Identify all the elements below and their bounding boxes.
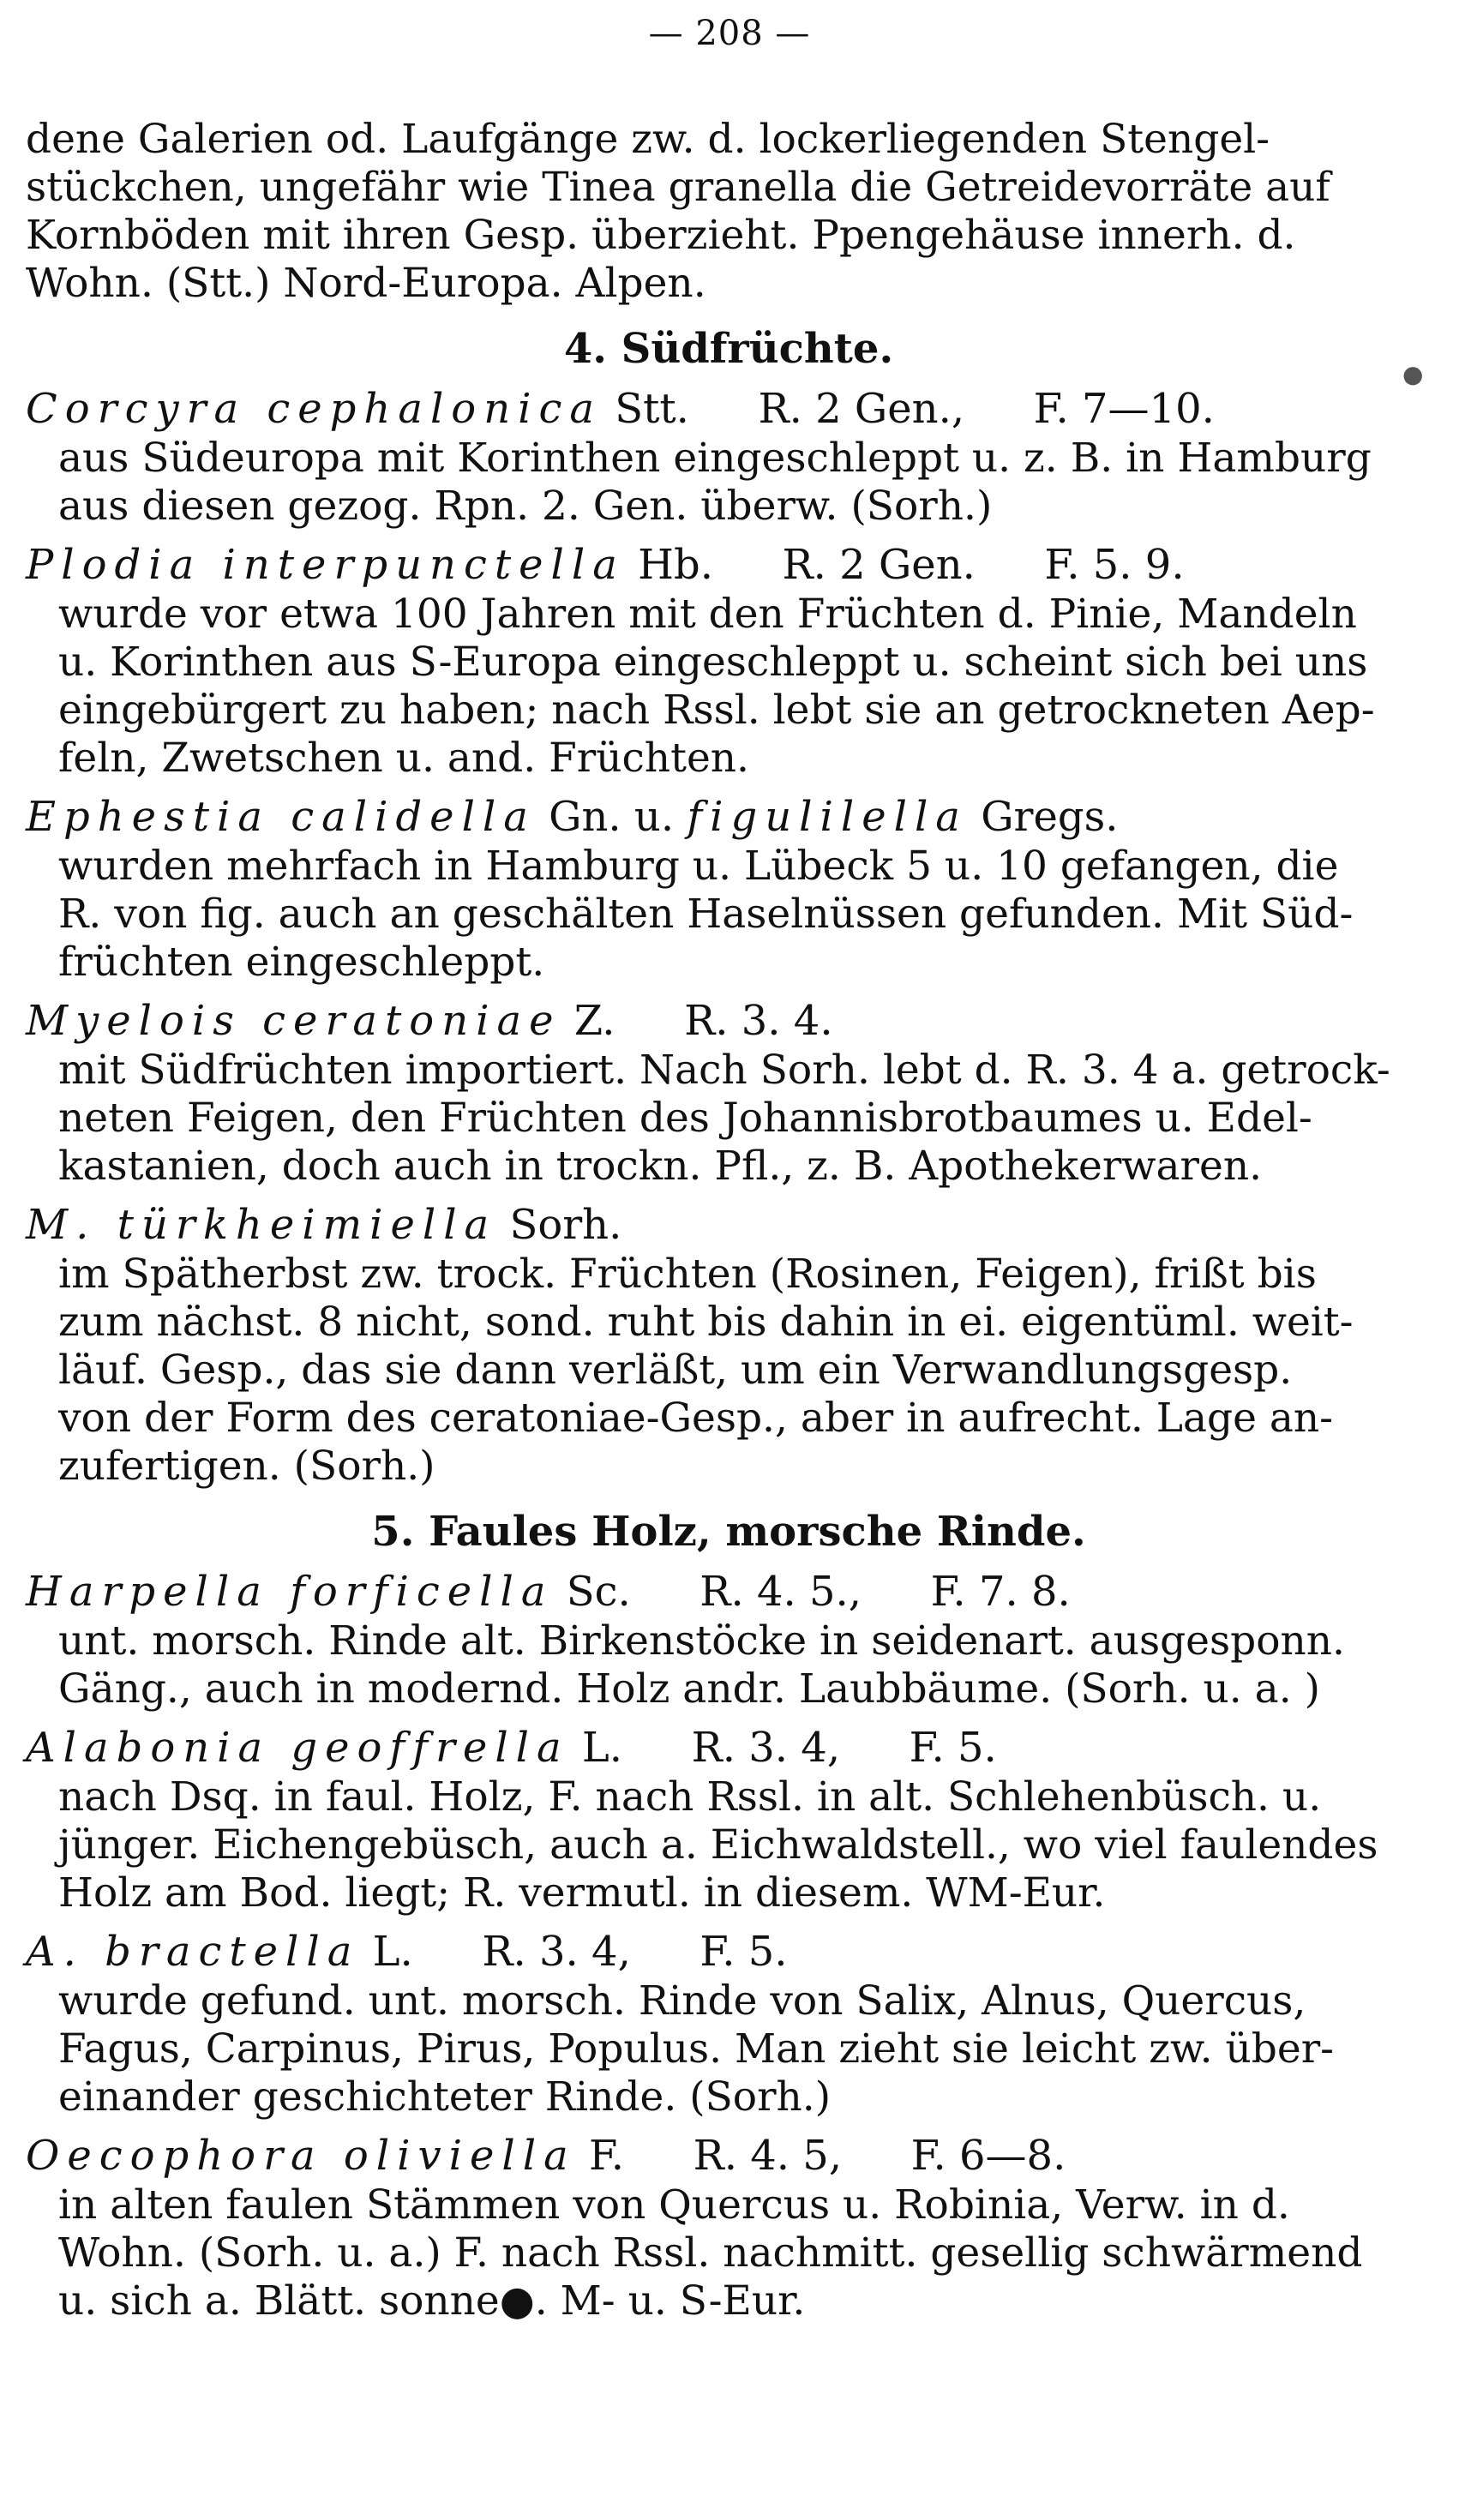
species-description: [26, 1047, 1432, 1191]
species-name: Corcyra cephalonica: [26, 385, 602, 433]
species-name: M. türkheimiella: [26, 1201, 497, 1249]
species-header: [26, 1566, 1432, 1617]
ink-speck: ●: [1402, 360, 1424, 388]
description-line: wurden mehrfach in Hamburg u. Lübeck 5 u. 10 gefangen, die: [58, 843, 1339, 890]
species-author: L.: [372, 1928, 413, 1976]
description-line: in alten faulen Stämmen von Quercus u. Robinia, Verw. in d.: [58, 2181, 1290, 2229]
species-header: [26, 1722, 1432, 1773]
description-line: zufertigen. (Sorh.): [58, 1443, 435, 1490]
flight-period: F. 5. 9.: [1044, 541, 1185, 589]
species-header: [26, 1926, 1432, 1977]
description-line: Wohn. (Sorh. u. a.) F. nach Rssl. nachmitt. gesellig schwärmend: [58, 2229, 1363, 2277]
species-description: [26, 591, 1432, 783]
description-line: kastanien, doch auch in trockn. Pfl., z. B. Apothekerwaren.: [58, 1143, 1263, 1190]
species-name: Plodia interpunctella: [26, 541, 625, 589]
description-line: u. Korinthen aus S-Europa eingeschleppt u. scheint sich bei uns: [58, 639, 1368, 686]
description-line: Holz am Bod. liegt; R. vermutl. in diesem. WM-Eur.: [58, 1869, 1106, 1917]
intro-line: Kornböden mit ihren Gesp. überzieht. Ppengehäuse innerh. d.: [26, 212, 1296, 259]
flight-period: F. 5.: [699, 1928, 788, 1976]
intro-line: Wohn. (Stt.) Nord-Europa. Alpen.: [26, 260, 706, 307]
description-line: R. von fig. auch an geschälten Haselnüssen gefunden. Mit Süd-: [58, 891, 1354, 938]
description-line: zum nächst. 8 nicht, sond. ruht bis dahin in ei. eigentüml. weit-: [58, 1299, 1354, 1346]
species-name: Alabonia geoffrella: [26, 1724, 569, 1772]
species-description: [26, 1251, 1432, 1491]
larva-period: R. 4. 5.,: [699, 1568, 862, 1616]
description-line: wurde gefund. unt. morsch. Rinde von Salix, Alnus, Quercus,: [58, 1977, 1306, 2025]
description-line: aus Südeuropa mit Korinthen eingeschleppt u. z. B. in Hamburg: [58, 435, 1372, 482]
species-entry-ephestia: [26, 791, 1432, 987]
species-name: Oecophora oliviella: [26, 2132, 576, 2180]
species-author: L.: [581, 1724, 623, 1772]
description-line: im Spätherbst zw. trock. Früchten (Rosinen, Feigen), frißt bis: [58, 1251, 1317, 1298]
species-entry-alabonia-geoffrella: [26, 1722, 1432, 1917]
species-description: [26, 1773, 1432, 1917]
section-heading-faules-holz: 5. Faules Holz, morsche Rinde.: [371, 1508, 1086, 1556]
species-author-second: Gregs.: [981, 793, 1119, 841]
description-line: u. sich a. Blätt. sonne●. M- u. S-Eur.: [58, 2277, 806, 2325]
description-line: läuf. Gesp., das sie dann verläßt, um ein Verwandlungsgesp.: [58, 1347, 1293, 1394]
larva-period: R. 2 Gen.,: [758, 385, 965, 433]
description-line: jünger. Eichengebüsch, auch a. Eichwaldstell., wo viel faulendes: [58, 1821, 1378, 1869]
species-entry-corcyra: [26, 383, 1432, 531]
description-line: einander geschichteter Rinde. (Sorh.): [58, 2073, 832, 2121]
species-entry-harpella: [26, 1566, 1432, 1713]
description-line: feln, Zwetschen u. and. Früchten.: [58, 735, 749, 782]
species-author: Z.: [573, 997, 615, 1045]
species-description: [26, 1617, 1432, 1713]
species-description: [26, 843, 1432, 987]
species-description: [26, 1977, 1432, 2121]
species-header: [26, 539, 1432, 591]
species-entry-oecophora: [26, 2130, 1432, 2325]
species-entry-tuerkheimiella: [26, 1199, 1432, 1491]
species-header: [26, 1199, 1432, 1251]
description-line: Fagus, Carpinus, Pirus, Populus. Man zieht sie leicht zw. über-: [58, 2025, 1335, 2073]
species-header: [26, 2130, 1432, 2181]
species-name-second: figulilella: [687, 793, 968, 841]
flight-period: F. 7. 8.: [930, 1568, 1071, 1616]
description-line: unt. morsch. Rinde alt. Birkenstöcke in seidenart. ausgesponn.: [58, 1617, 1345, 1665]
larva-period: R. 3. 4.: [684, 997, 833, 1045]
description-line: nach Dsq. in faul. Holz, F. nach Rssl. in alt. Schlehenbüsch. u.: [58, 1773, 1322, 1821]
page-number: — 208 —: [648, 14, 811, 53]
species-header: [26, 383, 1432, 435]
species-header: [26, 995, 1432, 1047]
species-author: Sc.: [566, 1568, 631, 1616]
description-line: wurde vor etwa 100 Jahren mit den Früchten d. Pinie, Mandeln: [58, 591, 1357, 638]
species-description: [26, 2181, 1432, 2325]
page-content: [26, 116, 1432, 2332]
species-author: Gn. u.: [549, 793, 675, 841]
species-author: F.: [588, 2132, 625, 2180]
intro-paragraph: [26, 116, 1432, 308]
description-line: mit Südfrüchten importiert. Nach Sorh. lebt d. R. 3. 4 a. getrock-: [58, 1047, 1390, 1094]
larva-period: R. 2 Gen.: [782, 541, 976, 589]
description-line: Gäng., auch in modernd. Holz andr. Laubbäume. (Sorh. u. a. ): [58, 1665, 1320, 1713]
species-author: Sorh.: [509, 1201, 622, 1249]
species-description: [26, 435, 1432, 531]
species-entry-myelois: [26, 995, 1432, 1191]
larva-period: R. 3. 4,: [482, 1928, 631, 1976]
larva-period: R. 4. 5,: [693, 2132, 843, 2180]
species-name: Ephestia calidella: [26, 793, 536, 841]
species-author: Hb.: [638, 541, 713, 589]
species-entry-bractella: [26, 1926, 1432, 2121]
description-line: eingebürgert zu haben; nach Rssl. lebt sie an getrockneten Aep-: [58, 687, 1375, 734]
description-line: neten Feigen, den Früchten des Johannisbrotbaumes u. Edel-: [58, 1095, 1312, 1142]
intro-line: stückchen, ungefähr wie Tinea granella die Getreidevorräte auf: [26, 164, 1330, 211]
species-name: Myelois ceratoniae: [26, 997, 561, 1045]
species-header: [26, 791, 1432, 843]
flight-period: F. 7—10.: [1033, 385, 1215, 433]
flight-period: F. 6—8.: [910, 2132, 1066, 2180]
species-entry-plodia: [26, 539, 1432, 783]
species-author: Stt.: [615, 385, 689, 433]
species-name: A. bractella: [26, 1928, 360, 1976]
intro-line: dene Galerien od. Laufgänge zw. d. lockerliegenden Stengel-: [26, 116, 1270, 163]
species-name: Harpella forficella: [26, 1568, 554, 1616]
description-line: aus diesen gezog. Rpn. 2. Gen. überw. (Sorh.): [58, 483, 993, 530]
larva-period: R. 3. 4,: [691, 1724, 841, 1772]
section-heading-suedfruechte: 4. Südfrüchte.: [563, 325, 894, 373]
description-line: von der Form des ceratoniae-Gesp., aber in aufrecht. Lage an-: [58, 1395, 1333, 1442]
description-line: früchten eingeschleppt.: [58, 939, 545, 986]
flight-period: F. 5.: [909, 1724, 997, 1772]
